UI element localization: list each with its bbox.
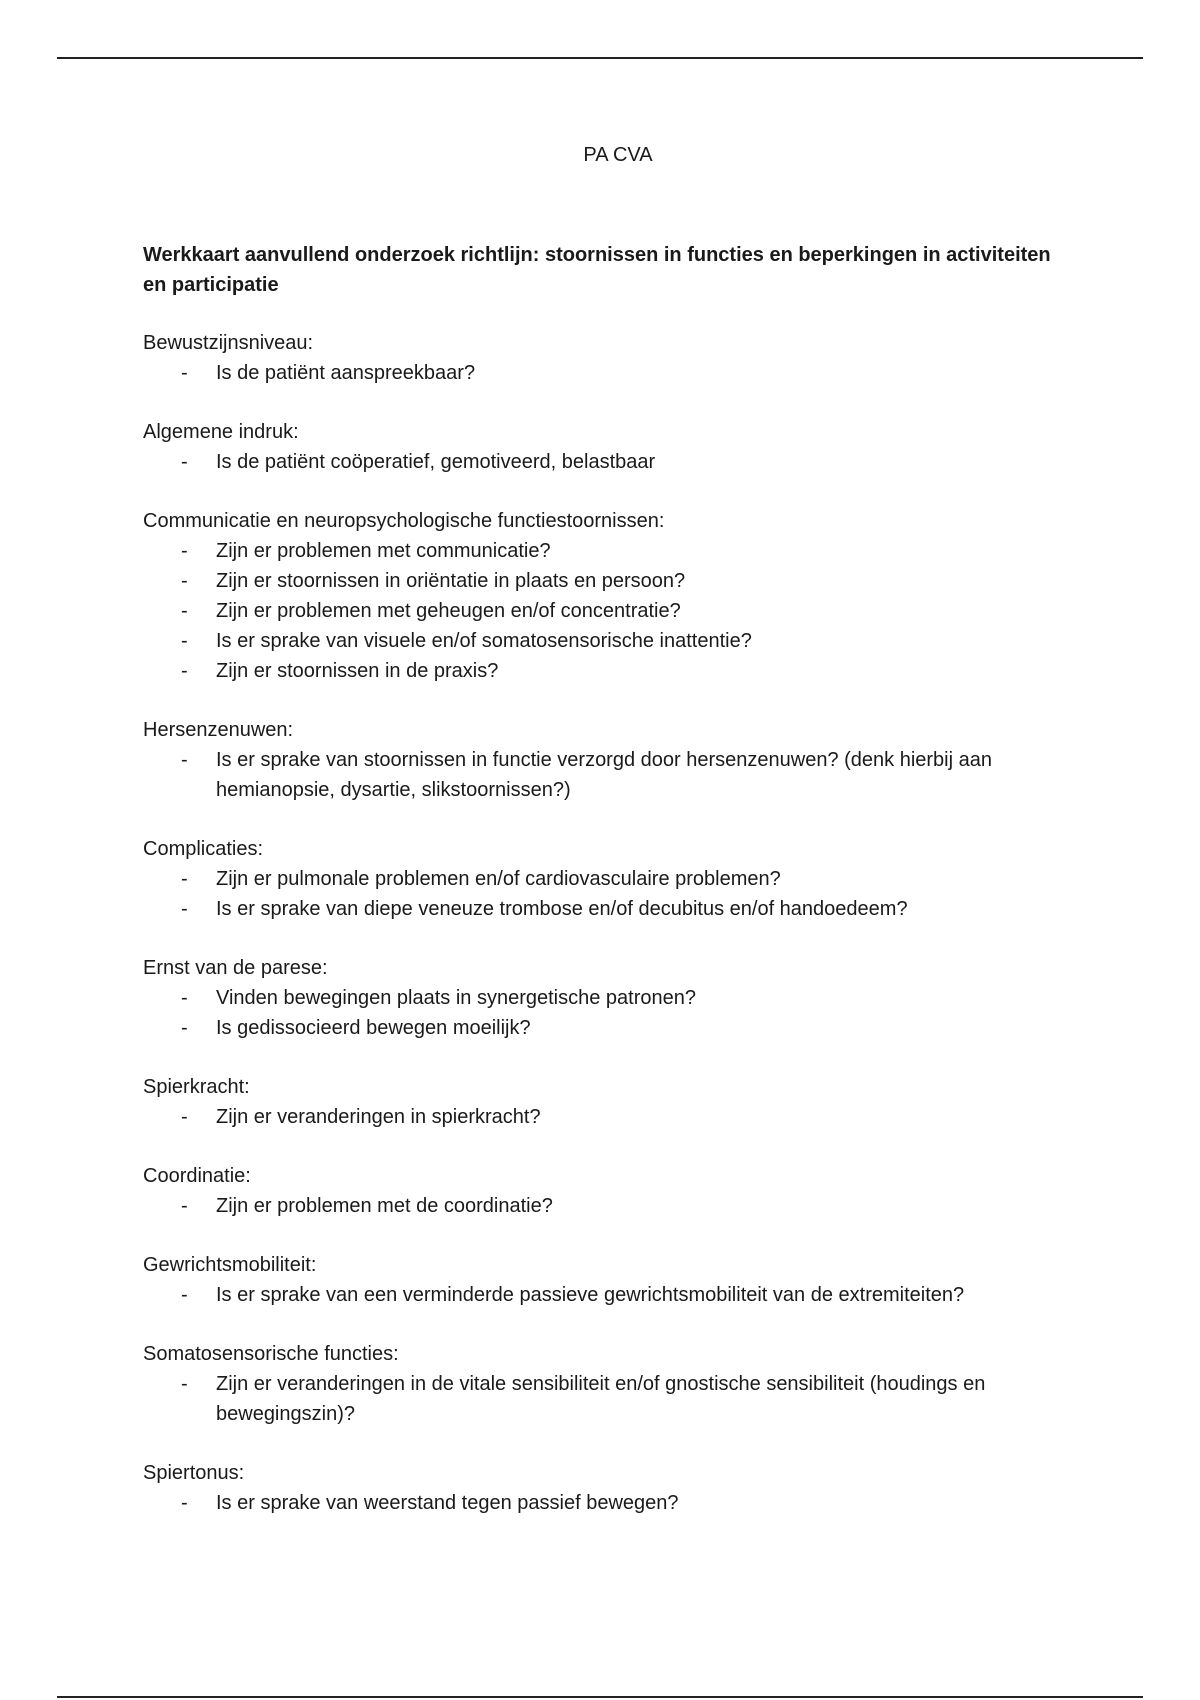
question-item xyxy=(143,1102,1063,1132)
question-text: Is er sprake van een verminderde passieve gewrichtsmobiliteit van de extremiteiten? xyxy=(216,1284,965,1306)
bullet-dash: - xyxy=(181,898,188,920)
bullet-dash: - xyxy=(181,660,188,682)
question-list xyxy=(143,1280,1063,1310)
question-list xyxy=(143,983,1063,1043)
bullet-dash: - xyxy=(181,362,188,384)
question-text: Is de patiënt aanspreekbaar? xyxy=(216,362,476,384)
section-label: Coordinatie: xyxy=(143,1165,251,1187)
section xyxy=(143,506,1063,686)
question-item xyxy=(143,864,1063,894)
section-label: Communicatie en neuropsychologische functiestoornissen: xyxy=(143,510,665,532)
footer-rule xyxy=(57,1696,1143,1698)
question-text: Zijn er veranderingen in de vitale sensibiliteit en/of gnostische sensibiliteit (houdings en bewegingszin)? xyxy=(216,1373,986,1425)
question-list xyxy=(143,536,1063,686)
section xyxy=(143,417,1063,477)
question-item xyxy=(143,1488,1063,1518)
question-item xyxy=(143,894,1063,924)
question-text: Zijn er stoornissen in oriëntatie in plaats en persoon? xyxy=(216,570,686,592)
section-label: Somatosensorische functies: xyxy=(143,1343,399,1365)
section xyxy=(143,1339,1063,1429)
section-label: Bewustzijnsniveau: xyxy=(143,332,314,354)
header-rule xyxy=(57,57,1143,59)
question-text: Is er sprake van diepe veneuze trombose en/of decubitus en/of handoedeem? xyxy=(216,898,908,920)
question-list xyxy=(143,447,1063,477)
section-label: Spierkracht: xyxy=(143,1076,250,1098)
question-item xyxy=(143,358,1063,388)
page-title: PA CVA xyxy=(583,144,653,166)
section xyxy=(143,1250,1063,1310)
question-item xyxy=(143,566,1063,596)
bullet-dash: - xyxy=(181,570,188,592)
bullet-dash: - xyxy=(181,1195,188,1217)
question-text: Zijn er problemen met geheugen en/of concentratie? xyxy=(216,600,681,622)
question-text: Is er sprake van visuele en/of somatosensorische inattentie? xyxy=(216,630,752,652)
question-text: Is er sprake van stoornissen in functie verzorgd door hersenzenuwen? (denk hierbij aan hemianopsie, dysartie, slikstoornissen?) xyxy=(216,749,992,801)
question-list xyxy=(143,1191,1063,1221)
question-item xyxy=(143,1013,1063,1043)
section-label: Algemene indruk: xyxy=(143,421,299,443)
section xyxy=(143,715,1063,805)
question-text: Is gedissocieerd bewegen moeilijk? xyxy=(216,1017,531,1039)
section-label: Hersenzenuwen: xyxy=(143,719,294,741)
question-item xyxy=(143,1369,1063,1429)
bullet-dash: - xyxy=(181,1106,188,1128)
bullet-dash: - xyxy=(181,1017,188,1039)
question-item xyxy=(143,626,1063,656)
question-item xyxy=(143,983,1063,1013)
bullet-dash: - xyxy=(181,1284,188,1306)
question-text: Zijn er problemen met de coordinatie? xyxy=(216,1195,553,1217)
question-text: Zijn er problemen met communicatie? xyxy=(216,540,551,562)
question-list xyxy=(143,745,1063,805)
question-list xyxy=(143,864,1063,924)
section xyxy=(143,953,1063,1043)
question-text: Vinden bewegingen plaats in synergetische patronen? xyxy=(216,987,696,1009)
question-text: Zijn er veranderingen in spierkracht? xyxy=(216,1106,541,1128)
section xyxy=(143,1161,1063,1221)
question-list xyxy=(143,1488,1063,1518)
question-item xyxy=(143,745,1063,805)
section-label: Complicaties: xyxy=(143,838,264,860)
question-item xyxy=(143,447,1063,477)
question-list xyxy=(143,358,1063,388)
question-text: Zijn er pulmonale problemen en/of cardiovasculaire problemen? xyxy=(216,868,781,890)
question-text: Is de patiënt coöperatief, gemotiveerd, belastbaar xyxy=(216,451,656,473)
question-item xyxy=(143,596,1063,626)
section xyxy=(143,834,1063,924)
question-item xyxy=(143,536,1063,566)
bullet-dash: - xyxy=(181,987,188,1009)
section xyxy=(143,1072,1063,1132)
question-item xyxy=(143,1191,1063,1221)
section xyxy=(143,1458,1063,1518)
sections-container xyxy=(143,328,1063,1518)
bullet-dash: - xyxy=(181,540,188,562)
section-label: Ernst van de parese: xyxy=(143,957,328,979)
document-heading: Werkkaart aanvullend onderzoek richtlijn: stoornissen in functies en beperkingen in activiteiten en participatie xyxy=(143,244,1051,296)
question-list xyxy=(143,1369,1063,1429)
bullet-dash: - xyxy=(181,600,188,622)
bullet-dash: - xyxy=(181,749,188,771)
bullet-dash: - xyxy=(181,868,188,890)
bullet-dash: - xyxy=(181,451,188,473)
section xyxy=(143,328,1063,388)
bullet-dash: - xyxy=(181,1492,188,1514)
document-body xyxy=(143,140,1063,1547)
question-text: Zijn er stoornissen in de praxis? xyxy=(216,660,499,682)
question-text: Is er sprake van weerstand tegen passief bewegen? xyxy=(216,1492,679,1514)
bullet-dash: - xyxy=(181,1373,188,1395)
bullet-dash: - xyxy=(181,630,188,652)
question-item xyxy=(143,656,1063,686)
section-label: Spiertonus: xyxy=(143,1462,245,1484)
question-list xyxy=(143,1102,1063,1132)
section-label: Gewrichtsmobiliteit: xyxy=(143,1254,317,1276)
question-item xyxy=(143,1280,1063,1310)
